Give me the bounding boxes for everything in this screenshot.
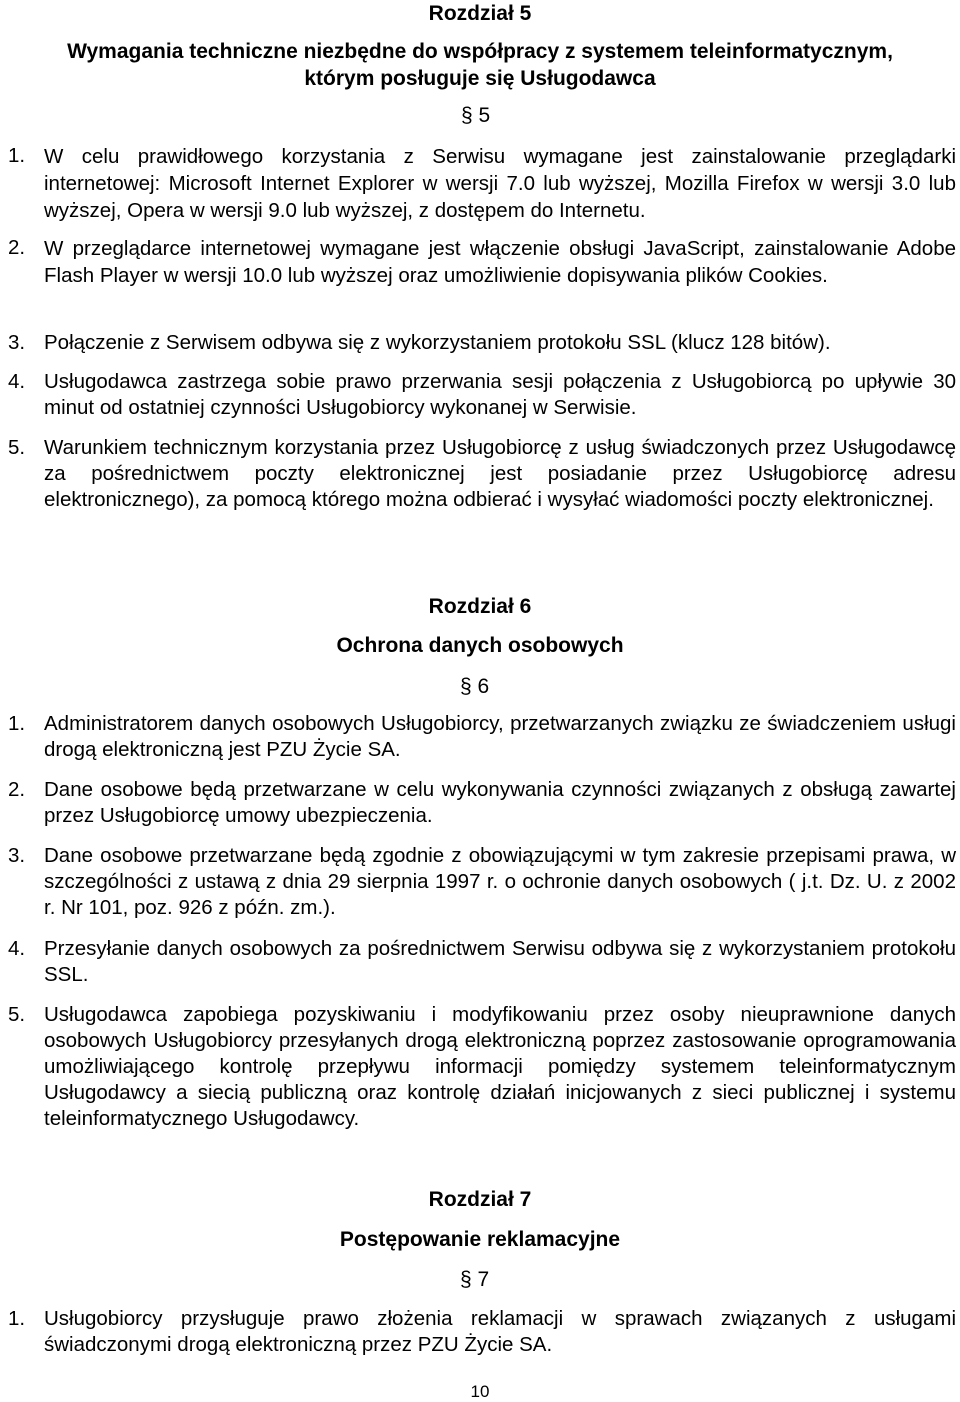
item-text: W przeglądarce internetowej wymagane jest włączenie obsługi JavaScript, zainstalowanie Adobe Flash Player w wersji 10.0 lub wyższej oraz umożliwienie dopisywania plików Cookies. [44, 237, 956, 287]
item-text: Połączenie z Serwisem odbywa się z wykorzystaniem protokołu SSL (klucz 128 bitów). [44, 331, 831, 354]
page-number: 10 [470, 1382, 490, 1401]
section-6-mark: § 6 [460, 675, 490, 698]
item-number: 3. [8, 844, 26, 867]
item-text: Usługobiorcy przysługuje prawo złożenia reklamacji w sprawach związanych z usługami świadczonymi drogą elektroniczną przez PZU Życie SA. [44, 1307, 956, 1356]
item-number: 2. [8, 236, 26, 259]
chapter-7-title: Rozdział 7 [428, 1188, 532, 1211]
item-number: 3. [8, 331, 26, 354]
item-number: 1. [8, 144, 26, 167]
item-text: Dane osobowe przetwarzane będą zgodnie z obowiązującymi w tym zakresie przepisami prawa, w szczególności z ustawą z dnia 29 sierpnia 1997 r. o ochronie danych osobowych ( j.t. Dz. U. z 2002 r. Nr 101, poz. 926 z późn. zm.). [44, 844, 956, 919]
item-number: 1. [8, 712, 26, 735]
item-text: Usługodawca zapobiega pozyskiwaniu i modyfikowaniu przez osoby nieuprawnione danych osobowych Usługobiorcy przesyłanych drogą elektroniczną poprzez zastosowanie oprogramowania umożliwiającego kontrolę przepływu informacji pomiędzy systemem teleinformatycznym Usługodawcy a siecią publiczną oraz kontrolę działań inicjowanych z sieci publicznej i systemu teleinformatycznego Usługodawcy. [44, 1003, 956, 1130]
chapter-5-subtitle: Wymagania techniczne niezbędne do współpracy z systemem teleinformatycznym, którym posługuje się Usługodawca [67, 40, 893, 90]
item-number: 4. [8, 370, 26, 393]
item-number: 2. [8, 778, 26, 801]
item-number: 5. [8, 436, 26, 459]
item-number: 5. [8, 1003, 26, 1026]
item-text: Usługodawca zastrzega sobie prawo przerwania sesji połączenia z Usługobiorcą po upływie 30 minut od ostatniej czynności Usługobiorcy wykonanej w Serwisie. [44, 370, 956, 419]
item-text: Administratorem danych osobowych Usługobiorcy, przetwarzanych związku ze świadczeniem usługi drogą elektroniczną jest PZU Życie SA. [44, 712, 956, 761]
item-text: W celu prawidłowego korzystania z Serwisu wymagane jest zainstalowanie przeglądarki internetowej: Microsoft Internet Explorer w wersji 7.0 lub wyższej, Mozilla Firefox w wersji 3.0 lub wyższej, Opera w wersji 9.0 lub wyższej, z dostępem do Internetu. [44, 145, 956, 222]
section-7-mark: § 7 [460, 1268, 490, 1291]
chapter-6-subtitle: Ochrona danych osobowych [336, 634, 624, 657]
chapter-6-title: Rozdział 6 [428, 595, 532, 618]
item-number: 4. [8, 937, 26, 960]
chapter-7-subtitle: Postępowanie reklamacyjne [339, 1228, 621, 1251]
chapter-5-title: Rozdział 5 [428, 2, 532, 25]
item-text: Przesyłanie danych osobowych za pośrednictwem Serwisu odbywa się z wykorzystaniem protokołu SSL. [44, 937, 956, 986]
item-text: Dane osobowe będą przetwarzane w celu wykonywania czynności związanych z obsługą zawartej przez Usługobiorcę umowy ubezpieczenia. [44, 778, 956, 827]
item-number: 1. [8, 1307, 26, 1330]
item-text: Warunkiem technicznym korzystania przez Usługobiorcę z usług świadczonych przez Usługodawcę za pośrednictwem poczty elektronicznej jest posiadanie przez Usługobiorcę adresu elektronicznego), za pomocą którego można odbierać i wysyłać wiadomości poczty elektronicznej. [44, 436, 956, 511]
section-5-mark: § 5 [461, 104, 491, 127]
